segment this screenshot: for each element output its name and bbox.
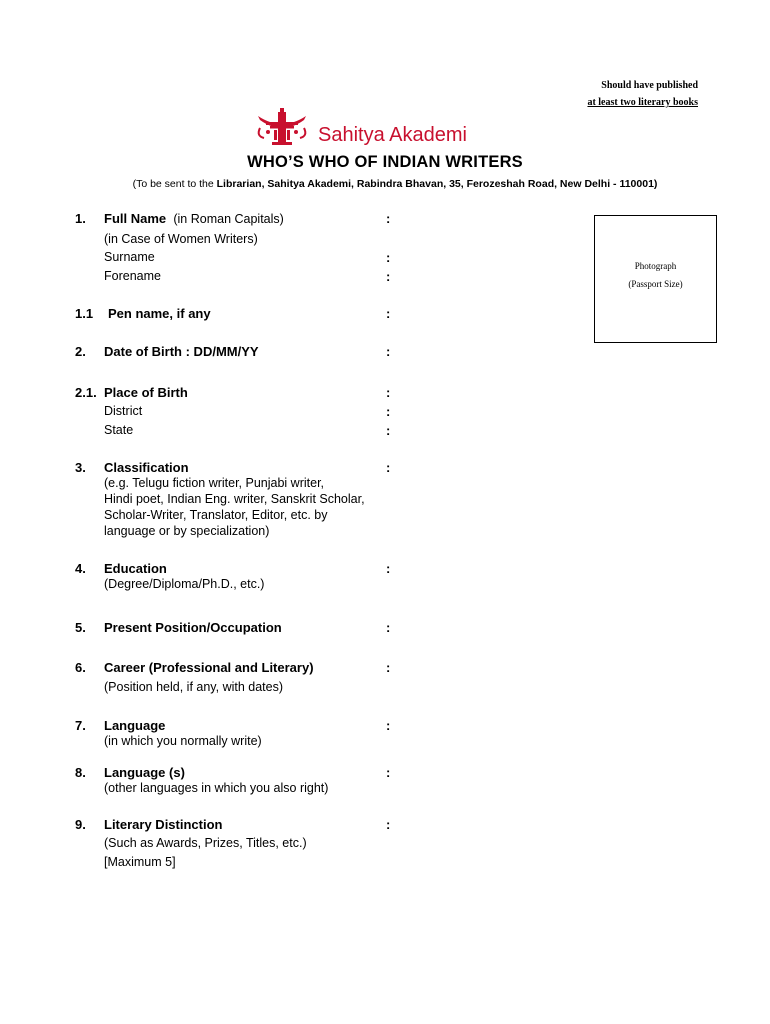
classification-hint-line: (e.g. Telugu fiction writer, Punjabi writer, xyxy=(104,476,325,490)
date-of-birth-colon[interactable]: : xyxy=(386,344,391,359)
literary-distinction-label: Literary Distinction xyxy=(104,817,223,832)
requirement-note-underlined: at least two literary books xyxy=(587,97,698,108)
occupation-label: Present Position/Occupation xyxy=(104,620,282,635)
field-number: 2. xyxy=(75,344,86,359)
literary-distinction-colon[interactable]: : xyxy=(386,817,391,832)
organization-name: Sahitya Akademi xyxy=(318,124,467,146)
place-of-birth-label: Place of Birth xyxy=(104,385,188,400)
full-name-label xyxy=(104,211,284,226)
photograph-label: Photograph xyxy=(634,261,677,271)
career-colon[interactable]: : xyxy=(386,660,391,675)
librarian-address: Librarian, Sahitya Akademi, Rabindra Bhavan, 35, Ferozeshah Road, New Delhi - 110001) xyxy=(216,178,658,190)
education-label: Education xyxy=(104,561,167,576)
field-number: 1. xyxy=(75,211,86,226)
literary-distinction-maximum: [Maximum 5] xyxy=(104,855,176,869)
pen-name-label: Pen name, if any xyxy=(108,306,211,321)
classification-label: Classification xyxy=(104,460,189,475)
field-number: 2.1. xyxy=(75,385,97,400)
literary-distinction-hint: (Such as Awards, Prizes, Titles, etc.) xyxy=(104,836,307,850)
place-of-birth-colon: : xyxy=(386,385,391,400)
field-number: 7. xyxy=(75,718,86,733)
occupation-colon[interactable]: : xyxy=(386,620,391,635)
forename-colon[interactable]: : xyxy=(386,269,391,284)
classification-hint-line: language or by specialization) xyxy=(104,524,270,538)
field-number: 9. xyxy=(75,817,86,832)
other-languages-hint: (other languages in which you also right) xyxy=(104,781,329,795)
classification-hint-line: Hindi poet, Indian Eng. writer, Sanskrit Scholar, xyxy=(104,492,365,506)
state-colon[interactable]: : xyxy=(386,423,391,438)
other-languages-label: Language (s) xyxy=(104,765,185,780)
photograph-size-label: (Passport Size) xyxy=(628,279,683,289)
women-writers-note: (in Case of Women Writers) xyxy=(104,232,258,246)
career-hint: (Position held, if any, with dates) xyxy=(104,680,284,694)
form-title: WHO’S WHO OF INDIAN WRITERS xyxy=(247,153,523,171)
education-colon[interactable]: : xyxy=(386,561,391,576)
sahitya-akademi-logo-icon xyxy=(254,106,310,150)
surname-label: Surname xyxy=(104,250,155,264)
field-number: 4. xyxy=(75,561,86,576)
field-number: 3. xyxy=(75,460,86,475)
surname-colon[interactable]: : xyxy=(386,250,391,265)
full-name-label-text: Full Name xyxy=(104,211,167,226)
language-hint: (in which you normally write) xyxy=(104,734,262,748)
send-to-prefix: (To be sent to the xyxy=(132,178,217,190)
field-number: 1.1 xyxy=(75,306,94,321)
classification-colon[interactable]: : xyxy=(386,460,391,475)
other-languages-colon[interactable]: : xyxy=(386,765,391,780)
field-number: 6. xyxy=(75,660,86,675)
language-colon[interactable]: : xyxy=(386,718,391,733)
district-label: District xyxy=(104,404,143,418)
send-to-address xyxy=(0,178,770,190)
education-hint: (Degree/Diploma/Ph.D., etc.) xyxy=(104,577,265,591)
district-colon[interactable]: : xyxy=(386,404,391,419)
field-number: 8. xyxy=(75,765,86,780)
pen-name-colon[interactable]: : xyxy=(386,306,391,321)
field-number: 5. xyxy=(75,620,86,635)
requirement-note: Should have published xyxy=(601,80,698,91)
date-of-birth-label: Date of Birth : DD/MM/YY xyxy=(104,344,259,359)
state-label: State xyxy=(104,423,134,437)
classification-hint-line: Scholar-Writer, Translator, Editor, etc. by xyxy=(104,508,328,522)
full-name-hint: (in Roman Capitals) xyxy=(173,212,284,226)
forename-label: Forename xyxy=(104,269,161,283)
career-label: Career (Professional and Literary) xyxy=(104,660,314,675)
language-label: Language xyxy=(104,718,166,733)
full-name-colon: : xyxy=(386,211,391,226)
photograph-box[interactable] xyxy=(594,215,717,343)
